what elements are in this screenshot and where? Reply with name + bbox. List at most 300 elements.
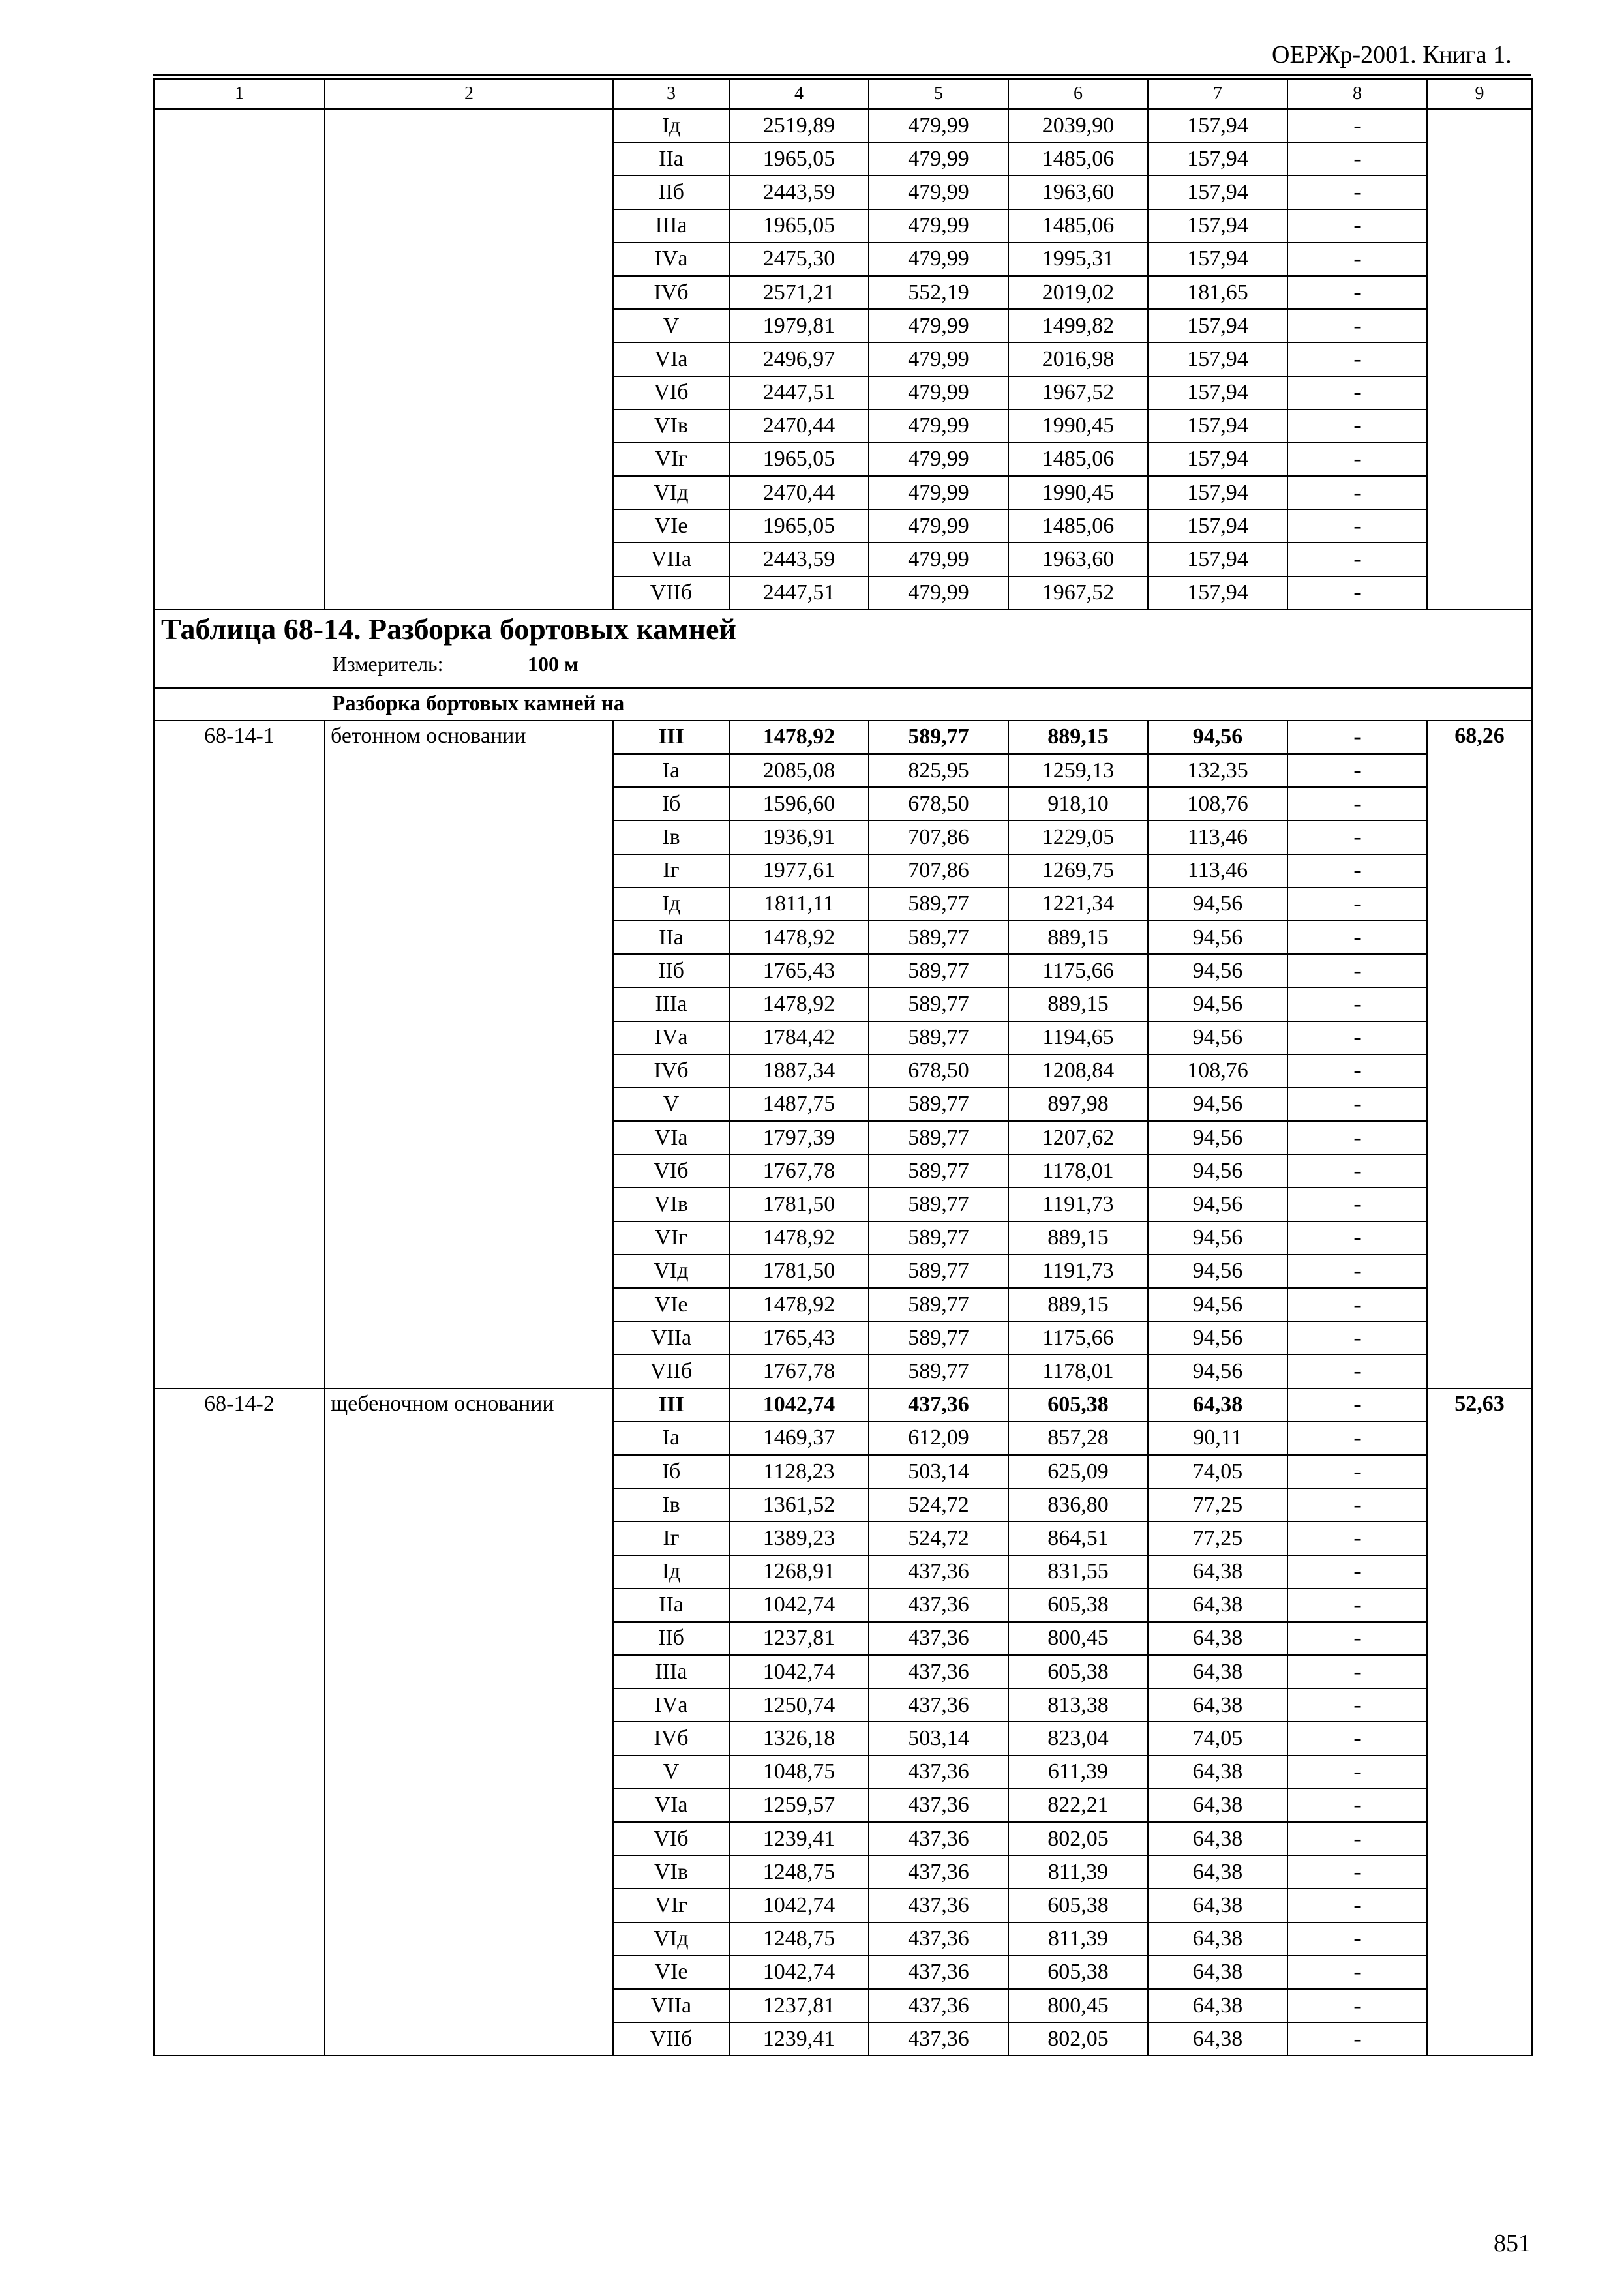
value-cell: 1887,34: [729, 1055, 869, 1088]
value-cell: 64,38: [1148, 1922, 1287, 1956]
value-cell: 1478,92: [729, 1288, 869, 1321]
region-cell: IVб: [613, 276, 729, 309]
region-cell: IVа: [613, 1688, 729, 1722]
value-cell: 437,36: [869, 1589, 1008, 1622]
value-cell: 94,56: [1148, 888, 1287, 921]
value-cell: -: [1287, 1221, 1427, 1255]
value-cell: 1487,75: [729, 1088, 869, 1121]
rate-name: бетонном основании: [325, 721, 613, 1388]
value-cell: 64,38: [1148, 1889, 1287, 1922]
value-cell: -: [1287, 509, 1427, 543]
value-cell: 707,86: [869, 820, 1008, 854]
value-cell: 437,36: [869, 1655, 1008, 1688]
value-cell: 589,77: [869, 1021, 1008, 1055]
value-cell: 1042,74: [729, 1589, 869, 1622]
value-cell: 1979,81: [729, 309, 869, 342]
column-numbers-row: [154, 79, 1532, 109]
region-cell: IIб: [613, 954, 729, 987]
value-cell: 94,56: [1148, 921, 1287, 954]
value-cell: 1485,06: [1008, 443, 1148, 476]
value-cell: 94,56: [1148, 954, 1287, 987]
value-cell: 589,77: [869, 1255, 1008, 1288]
value-cell: -: [1287, 410, 1427, 443]
value-cell: 2443,59: [729, 543, 869, 576]
value-cell: -: [1287, 1422, 1427, 1455]
value-cell: 1248,75: [729, 1855, 869, 1889]
value-cell: -: [1287, 1088, 1427, 1121]
region-cell: VIв: [613, 410, 729, 443]
value-cell: 64,38: [1148, 1655, 1287, 1688]
value-cell: 802,05: [1008, 2022, 1148, 2056]
region-cell: VIв: [613, 1188, 729, 1221]
value-cell: 612,09: [869, 1422, 1008, 1455]
value-cell: 2016,98: [1008, 342, 1148, 376]
value-cell: 479,99: [869, 309, 1008, 342]
value-cell: 437,36: [869, 1889, 1008, 1922]
region-cell: IIб: [613, 175, 729, 209]
value-cell: 1259,13: [1008, 754, 1148, 787]
value-cell: 1784,42: [729, 1021, 869, 1055]
value-cell: 889,15: [1008, 987, 1148, 1021]
value-cell: 94,56: [1148, 1188, 1287, 1221]
value-cell: -: [1287, 209, 1427, 243]
value-cell: 1965,05: [729, 443, 869, 476]
region-cell: VIа: [613, 342, 729, 376]
region-cell: IIб: [613, 1622, 729, 1655]
value-cell: 1965,05: [729, 142, 869, 175]
region-cell: VIб: [613, 1822, 729, 1855]
value-cell: 1248,75: [729, 1922, 869, 1956]
value-cell: -: [1287, 1354, 1427, 1388]
region-cell: VIIа: [613, 543, 729, 576]
value-cell: 479,99: [869, 476, 1008, 509]
value-cell: 64,38: [1148, 1956, 1287, 1989]
value-cell: 864,51: [1008, 1521, 1148, 1555]
value-cell: 1042,74: [729, 1889, 869, 1922]
region-cell: VIIб: [613, 2022, 729, 2056]
value-cell: 836,80: [1008, 1488, 1148, 1521]
rates-table-body: [154, 79, 1532, 2056]
value-cell: 605,38: [1008, 1889, 1148, 1922]
region-cell: VIг: [613, 443, 729, 476]
value-cell: 811,39: [1008, 1855, 1148, 1889]
value-cell: 157,94: [1148, 243, 1287, 276]
header-rule: [153, 74, 1531, 76]
value-cell: 503,14: [869, 1722, 1008, 1755]
value-cell: 1239,41: [729, 1822, 869, 1855]
value-cell: 437,36: [869, 1822, 1008, 1855]
value-cell: 2039,90: [1008, 109, 1148, 142]
region-cell: Iд: [613, 888, 729, 921]
value-cell: -: [1287, 820, 1427, 854]
value-cell: 1596,60: [729, 787, 869, 820]
value-cell: 157,94: [1148, 109, 1287, 142]
rate-name: щебеночном основании: [325, 1388, 613, 2056]
region-cell: VIг: [613, 1221, 729, 1255]
value-cell: 2447,51: [729, 576, 869, 610]
value-cell: 831,55: [1008, 1555, 1148, 1589]
region-cell: Iд: [613, 109, 729, 142]
value-cell: 2470,44: [729, 476, 869, 509]
region-cell: IVб: [613, 1722, 729, 1755]
value-cell: 1042,74: [729, 1388, 869, 1422]
value-cell: -: [1287, 1589, 1427, 1622]
value-cell: -: [1287, 921, 1427, 954]
region-cell: VIе: [613, 509, 729, 543]
value-cell: -: [1287, 175, 1427, 209]
value-cell: 437,36: [869, 1855, 1008, 1889]
value-cell: 552,19: [869, 276, 1008, 309]
region-cell: V: [613, 1088, 729, 1121]
column-number: 4: [729, 79, 869, 109]
value-cell: -: [1287, 376, 1427, 410]
value-cell: 437,36: [869, 1956, 1008, 1989]
table-title: Таблица 68-14. Разборка бортовых камней: [161, 612, 736, 646]
value-cell: 1965,05: [729, 209, 869, 243]
value-cell: -: [1287, 1021, 1427, 1055]
region-cell: IVб: [613, 1055, 729, 1088]
value-cell: 1221,34: [1008, 888, 1148, 921]
value-cell: 437,36: [869, 1555, 1008, 1589]
value-cell: 437,36: [869, 1388, 1008, 1422]
value-cell: 64,38: [1148, 1555, 1287, 1589]
value-cell: 108,76: [1148, 787, 1287, 820]
region-cell: VIб: [613, 1154, 729, 1188]
value-cell: 108,76: [1148, 1055, 1287, 1088]
value-cell: 479,99: [869, 576, 1008, 610]
region-cell: IIIа: [613, 1655, 729, 1688]
value-cell: 64,38: [1148, 1756, 1287, 1789]
value-cell: 77,25: [1148, 1521, 1287, 1555]
value-cell: 94,56: [1148, 1121, 1287, 1154]
rates-table-container: [153, 78, 1531, 2056]
value-cell: 1178,01: [1008, 1354, 1148, 1388]
value-cell: 94,56: [1148, 1021, 1287, 1055]
column-number: 9: [1427, 79, 1532, 109]
value-cell: 897,98: [1008, 1088, 1148, 1121]
value-cell: 1963,60: [1008, 175, 1148, 209]
value-cell: 605,38: [1008, 1655, 1148, 1688]
value-cell: 1237,81: [729, 1989, 869, 2022]
value-cell: -: [1287, 1789, 1427, 1822]
rate-total: 52,63: [1427, 1388, 1532, 2056]
value-cell: 800,45: [1008, 1622, 1148, 1655]
region-cell: III: [613, 721, 729, 754]
value-cell: 1175,66: [1008, 1321, 1148, 1354]
value-cell: 181,65: [1148, 276, 1287, 309]
region-cell: VIIа: [613, 1321, 729, 1354]
value-cell: 589,77: [869, 1154, 1008, 1188]
value-cell: 437,36: [869, 1922, 1008, 1956]
column-number: 8: [1287, 79, 1427, 109]
value-cell: 1208,84: [1008, 1055, 1148, 1088]
value-cell: 589,77: [869, 954, 1008, 987]
unit-line: [332, 653, 1531, 674]
value-cell: 802,05: [1008, 1822, 1148, 1855]
region-cell: Iг: [613, 1521, 729, 1555]
value-cell: 503,14: [869, 1455, 1008, 1488]
value-cell: -: [1287, 1154, 1427, 1188]
value-cell: -: [1287, 1188, 1427, 1221]
value-cell: 589,77: [869, 987, 1008, 1021]
value-cell: 823,04: [1008, 1722, 1148, 1755]
unit-value: 100 м: [528, 651, 579, 676]
value-cell: 678,50: [869, 787, 1008, 820]
region-cell: IIа: [613, 921, 729, 954]
region-cell: IVа: [613, 1021, 729, 1055]
value-cell: 2475,30: [729, 243, 869, 276]
value-cell: 94,56: [1148, 1354, 1287, 1388]
value-cell: 589,77: [869, 1221, 1008, 1255]
value-cell: 524,72: [869, 1488, 1008, 1521]
value-cell: 1478,92: [729, 1221, 869, 1255]
value-cell: 1781,50: [729, 1188, 869, 1221]
value-cell: -: [1287, 1655, 1427, 1688]
value-cell: 157,94: [1148, 209, 1287, 243]
value-cell: 64,38: [1148, 1855, 1287, 1889]
section-heading: Разборка бортовых камней на: [154, 688, 1532, 721]
value-cell: -: [1287, 1956, 1427, 1989]
value-cell: 94,56: [1148, 1288, 1287, 1321]
value-cell: 157,94: [1148, 410, 1287, 443]
value-cell: -: [1287, 987, 1427, 1021]
value-cell: 74,05: [1148, 1722, 1287, 1755]
value-cell: 605,38: [1008, 1589, 1148, 1622]
value-cell: 1229,05: [1008, 820, 1148, 854]
region-cell: Iб: [613, 1455, 729, 1488]
value-cell: 605,38: [1008, 1388, 1148, 1422]
value-cell: 1967,52: [1008, 376, 1148, 410]
value-cell: 589,77: [869, 921, 1008, 954]
value-cell: -: [1287, 142, 1427, 175]
rate-code: 68-14-1: [154, 721, 325, 1388]
value-cell: 64,38: [1148, 2022, 1287, 2056]
value-cell: 2019,02: [1008, 276, 1148, 309]
value-cell: 1237,81: [729, 1622, 869, 1655]
value-cell: 479,99: [869, 175, 1008, 209]
region-cell: VIа: [613, 1789, 729, 1822]
value-cell: 1259,57: [729, 1789, 869, 1822]
column-number: 1: [154, 79, 325, 109]
value-cell: 1268,91: [729, 1555, 869, 1589]
value-cell: 113,46: [1148, 820, 1287, 854]
region-cell: VIд: [613, 1255, 729, 1288]
value-cell: 611,39: [1008, 1756, 1148, 1789]
column-number: 3: [613, 79, 729, 109]
value-cell: 157,94: [1148, 509, 1287, 543]
table-title-cell: [154, 610, 1532, 688]
value-cell: 64,38: [1148, 1589, 1287, 1622]
value-cell: 2085,08: [729, 754, 869, 787]
value-cell: -: [1287, 1989, 1427, 2022]
value-cell: -: [1287, 1455, 1427, 1488]
value-cell: 437,36: [869, 1789, 1008, 1822]
value-cell: 1478,92: [729, 987, 869, 1021]
value-cell: 157,94: [1148, 543, 1287, 576]
value-cell: 94,56: [1148, 1321, 1287, 1354]
value-cell: 157,94: [1148, 309, 1287, 342]
value-cell: 1191,73: [1008, 1255, 1148, 1288]
region-cell: VIе: [613, 1956, 729, 1989]
value-cell: -: [1287, 721, 1427, 754]
value-cell: 811,39: [1008, 1922, 1148, 1956]
value-cell: 2470,44: [729, 410, 869, 443]
section-row: [154, 688, 1532, 721]
value-cell: 605,38: [1008, 1956, 1148, 1989]
value-cell: 1936,91: [729, 820, 869, 854]
value-cell: 2519,89: [729, 109, 869, 142]
region-cell: VIд: [613, 476, 729, 509]
value-cell: 1175,66: [1008, 954, 1148, 987]
region-cell: VIе: [613, 1288, 729, 1321]
value-cell: 813,38: [1008, 1688, 1148, 1722]
value-cell: 1765,43: [729, 954, 869, 987]
value-cell: -: [1287, 1288, 1427, 1321]
value-cell: 479,99: [869, 376, 1008, 410]
value-cell: -: [1287, 243, 1427, 276]
column-number: 5: [869, 79, 1008, 109]
value-cell: 2571,21: [729, 276, 869, 309]
column-number: 2: [325, 79, 613, 109]
value-cell: 918,10: [1008, 787, 1148, 820]
value-cell: 157,94: [1148, 175, 1287, 209]
value-cell: 157,94: [1148, 443, 1287, 476]
region-cell: VIд: [613, 1922, 729, 1956]
value-cell: 825,95: [869, 754, 1008, 787]
value-cell: -: [1287, 1722, 1427, 1755]
value-cell: 113,46: [1148, 854, 1287, 888]
value-cell: 479,99: [869, 410, 1008, 443]
value-cell: 157,94: [1148, 576, 1287, 610]
value-cell: 589,77: [869, 1088, 1008, 1121]
region-cell: VIг: [613, 1889, 729, 1922]
value-cell: 94,56: [1148, 1221, 1287, 1255]
value-cell: 479,99: [869, 109, 1008, 142]
value-cell: 625,09: [1008, 1455, 1148, 1488]
value-cell: -: [1287, 543, 1427, 576]
value-cell: 1178,01: [1008, 1154, 1148, 1188]
value-cell: 889,15: [1008, 1288, 1148, 1321]
value-cell: -: [1287, 1055, 1427, 1088]
value-cell: -: [1287, 276, 1427, 309]
value-cell: 437,36: [869, 2022, 1008, 2056]
value-cell: 64,38: [1148, 1789, 1287, 1822]
value-cell: -: [1287, 1555, 1427, 1589]
value-cell: 589,77: [869, 1354, 1008, 1388]
region-cell: VIIа: [613, 1989, 729, 2022]
value-cell: 1048,75: [729, 1756, 869, 1789]
value-cell: -: [1287, 476, 1427, 509]
value-cell: 437,36: [869, 1989, 1008, 2022]
region-cell: Iг: [613, 854, 729, 888]
value-cell: 1990,45: [1008, 410, 1148, 443]
rate-total: 68,26: [1427, 721, 1532, 1388]
value-cell: 1963,60: [1008, 543, 1148, 576]
value-cell: 1361,52: [729, 1488, 869, 1521]
region-cell: IIа: [613, 142, 729, 175]
value-cell: 1499,82: [1008, 309, 1148, 342]
column-number: 7: [1148, 79, 1287, 109]
value-cell: 157,94: [1148, 376, 1287, 410]
region-cell: Iа: [613, 754, 729, 787]
value-cell: 2496,97: [729, 342, 869, 376]
value-cell: -: [1287, 754, 1427, 787]
region-cell: V: [613, 1756, 729, 1789]
region-cell: V: [613, 309, 729, 342]
value-cell: -: [1287, 1388, 1427, 1422]
value-cell: 132,35: [1148, 754, 1287, 787]
rate-code: 68-14-2: [154, 1388, 325, 2056]
value-cell: 1965,05: [729, 509, 869, 543]
value-cell: 479,99: [869, 342, 1008, 376]
value-cell: 2447,51: [729, 376, 869, 410]
region-cell: IVа: [613, 243, 729, 276]
value-cell: 2443,59: [729, 175, 869, 209]
region-cell: Iб: [613, 787, 729, 820]
value-cell: 74,05: [1148, 1455, 1287, 1488]
value-cell: 1990,45: [1008, 476, 1148, 509]
value-cell: -: [1287, 342, 1427, 376]
value-cell: 1250,74: [729, 1688, 869, 1722]
value-cell: 479,99: [869, 209, 1008, 243]
rates-table: [153, 78, 1533, 2056]
value-cell: 589,77: [869, 888, 1008, 921]
value-cell: 822,21: [1008, 1789, 1148, 1822]
region-cell: Iв: [613, 820, 729, 854]
value-cell: 64,38: [1148, 1822, 1287, 1855]
code-cell: [154, 109, 325, 610]
value-cell: 800,45: [1008, 1989, 1148, 2022]
name-cell: [325, 109, 613, 610]
table-row: [154, 1388, 1532, 1422]
value-cell: 1326,18: [729, 1722, 869, 1755]
value-cell: -: [1287, 1521, 1427, 1555]
region-cell: IIIа: [613, 987, 729, 1021]
value-cell: 1767,78: [729, 1354, 869, 1388]
value-cell: -: [1287, 1822, 1427, 1855]
value-cell: 707,86: [869, 854, 1008, 888]
value-cell: -: [1287, 1255, 1427, 1288]
value-cell: 64,38: [1148, 1688, 1287, 1722]
value-cell: 1977,61: [729, 854, 869, 888]
value-cell: 437,36: [869, 1756, 1008, 1789]
value-cell: 1811,11: [729, 888, 869, 921]
value-cell: 94,56: [1148, 1255, 1287, 1288]
value-cell: 479,99: [869, 142, 1008, 175]
region-cell: VIIб: [613, 1354, 729, 1388]
value-cell: 1485,06: [1008, 209, 1148, 243]
value-cell: 1042,74: [729, 1956, 869, 1989]
value-cell: 64,38: [1148, 1989, 1287, 2022]
value-cell: -: [1287, 443, 1427, 476]
region-cell: VIб: [613, 376, 729, 410]
value-cell: -: [1287, 309, 1427, 342]
value-cell: 437,36: [869, 1688, 1008, 1722]
value-cell: 94,56: [1148, 987, 1287, 1021]
value-cell: 857,28: [1008, 1422, 1148, 1455]
value-cell: -: [1287, 1756, 1427, 1789]
value-cell: 479,99: [869, 443, 1008, 476]
value-cell: 479,99: [869, 509, 1008, 543]
value-cell: -: [1287, 954, 1427, 987]
region-cell: Iв: [613, 1488, 729, 1521]
value-cell: 589,77: [869, 1288, 1008, 1321]
value-cell: 1128,23: [729, 1455, 869, 1488]
value-cell: 64,38: [1148, 1388, 1287, 1422]
value-cell: 678,50: [869, 1055, 1008, 1088]
value-cell: 589,77: [869, 1121, 1008, 1154]
value-cell: 157,94: [1148, 342, 1287, 376]
